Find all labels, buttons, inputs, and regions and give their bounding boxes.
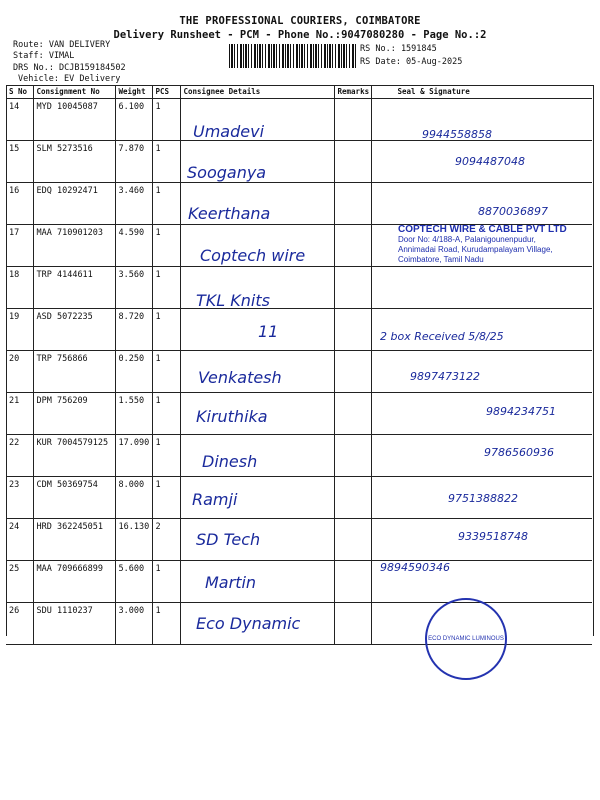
handwritten-consignee: Ramji [192, 490, 238, 509]
column-header: S No [6, 85, 33, 99]
consignment-cell: DPM 756209 [33, 393, 115, 435]
table-row [6, 267, 592, 309]
sno-cell: 19 [6, 309, 33, 351]
rs-date: RS Date: 05-Aug-2025 [360, 57, 463, 67]
weight-cell: 17.090 [115, 435, 152, 477]
stamp-address-line: Coimbatore, Tamil Nadu [398, 255, 484, 264]
remarks-cell [334, 477, 371, 519]
weight-cell: 7.870 [115, 141, 152, 183]
remarks-cell [334, 351, 371, 393]
column-header: Remarks [334, 85, 371, 99]
weight-cell: 8.000 [115, 477, 152, 519]
consignment-cell: TRP 4144611 [33, 267, 115, 309]
pcs-cell: 1 [152, 477, 180, 519]
seal-text: ECO DYNAMIC LUMINOUS [428, 636, 504, 642]
sno-cell: 20 [6, 351, 33, 393]
table-row [6, 309, 592, 351]
handwritten-consignee: Martin [205, 573, 257, 592]
remarks-cell [334, 309, 371, 351]
table-row [6, 351, 592, 393]
remarks-cell [334, 393, 371, 435]
handwritten-consignee: Sooganya [187, 163, 267, 182]
handwritten-signature: 9897473122 [410, 370, 480, 383]
handwritten-consignee: Kiruthika [196, 407, 268, 426]
remarks-cell [334, 561, 371, 603]
pcs-cell: 1 [152, 435, 180, 477]
column-header: Weight [115, 85, 152, 99]
consignment-cell: MAA 709666899 [33, 561, 115, 603]
pcs-cell: 1 [152, 183, 180, 225]
handwritten-signature: 9786560936 [484, 446, 554, 459]
handwritten-signature: 9944558858 [422, 128, 492, 141]
weight-cell: 16.130 [115, 519, 152, 561]
document-subtitle: Delivery Runsheet - PCM - Phone No.:9047080280 - Page No.:2 [113, 29, 487, 41]
handwritten-signature: 9751388822 [448, 492, 518, 505]
pcs-cell: 1 [152, 225, 180, 267]
handwritten-signature: 9339518748 [458, 530, 528, 543]
sno-cell: 16 [6, 183, 33, 225]
weight-cell: 4.590 [115, 225, 152, 267]
pcs-cell: 1 [152, 309, 180, 351]
handwritten-signature: 9894234751 [486, 405, 556, 418]
consignment-cell: TRP 756866 [33, 351, 115, 393]
signature-cell [371, 267, 592, 309]
handwritten-consignee: SD Tech [196, 530, 261, 549]
handwritten-signature: 2 box Received 5/8/25 [380, 330, 504, 343]
handwritten-consignee: Dinesh [202, 452, 258, 471]
table-row [6, 183, 592, 225]
consignment-cell: SLM 5273516 [33, 141, 115, 183]
stamp-company-name: COPTECH WIRE & CABLE PVT LTD [398, 224, 567, 235]
pcs-cell: 2 [152, 519, 180, 561]
handwritten-consignee: TKL Knits [196, 291, 270, 310]
remarks-cell [334, 435, 371, 477]
sno-cell: 21 [6, 393, 33, 435]
stamp-address-line: Annimadai Road, Kurudampalayam Village, [398, 245, 553, 254]
pcs-cell: 1 [152, 351, 180, 393]
remarks-cell [334, 141, 371, 183]
handwritten-consignee: Umadevi [193, 122, 265, 141]
remarks-cell [334, 225, 371, 267]
barcode [229, 44, 356, 68]
round-seal [425, 598, 507, 680]
weight-cell: 5.600 [115, 561, 152, 603]
sno-cell: 14 [6, 99, 33, 141]
document-title: THE PROFESSIONAL COURIERS, COIMBATORE [179, 15, 421, 27]
sno-cell: 26 [6, 603, 33, 645]
consignment-cell: SDU 1110237 [33, 603, 115, 645]
column-header: Consignment No [33, 85, 115, 99]
handwritten-signature: 8870036897 [478, 205, 548, 218]
pcs-cell: 1 [152, 141, 180, 183]
column-header: Seal & Signature [371, 85, 592, 99]
column-header: Consignee Details [180, 85, 334, 99]
remarks-cell [334, 519, 371, 561]
consignment-cell: HRD 362245051 [33, 519, 115, 561]
weight-cell: 3.460 [115, 183, 152, 225]
route-field: Route: VAN DELIVERY [13, 40, 111, 50]
weight-cell: 8.720 [115, 309, 152, 351]
consignment-cell: MYD 10045087 [33, 99, 115, 141]
sno-cell: 25 [6, 561, 33, 603]
handwritten-signature: 9894590346 [380, 561, 450, 574]
handwritten-signature: 9094487048 [455, 155, 525, 168]
pcs-cell: 1 [152, 561, 180, 603]
sno-cell: 18 [6, 267, 33, 309]
handwritten-consignee: Coptech wire [200, 246, 306, 265]
consignment-cell: CDM 50369754 [33, 477, 115, 519]
remarks-cell [334, 99, 371, 141]
remarks-cell [334, 267, 371, 309]
weight-cell: 0.250 [115, 351, 152, 393]
table-row [6, 99, 592, 141]
pcs-cell: 1 [152, 603, 180, 645]
table-row [6, 561, 592, 603]
signature-cell [371, 183, 592, 225]
stamp-address-line: Door No: 4/188-A, Palanigounenpudur, [398, 235, 536, 244]
pcs-cell: 1 [152, 393, 180, 435]
weight-cell: 3.000 [115, 603, 152, 645]
remarks-cell [334, 183, 371, 225]
sno-cell: 17 [6, 225, 33, 267]
vehicle-field: Vehicle: EV Delivery [18, 74, 121, 84]
consignee-cell [180, 309, 334, 351]
consignment-cell: MAA 710901203 [33, 225, 115, 267]
weight-cell: 6.100 [115, 99, 152, 141]
consignment-cell: ASD 5072235 [33, 309, 115, 351]
consignee-cell [180, 561, 334, 603]
sno-cell: 24 [6, 519, 33, 561]
staff-field: Staff: VIMAL [13, 51, 75, 61]
weight-cell: 1.550 [115, 393, 152, 435]
consignment-cell: EDQ 10292471 [33, 183, 115, 225]
handwritten-consignee: Venkatesh [198, 368, 282, 387]
handwritten-consignee: 11 [258, 322, 279, 341]
sno-cell: 15 [6, 141, 33, 183]
column-header: PCS [152, 85, 180, 99]
table-header-row [6, 85, 592, 99]
signature-cell [371, 435, 592, 477]
drs-field: DRS No.: DCJB159184502 [13, 63, 126, 73]
signature-cell [371, 351, 592, 393]
sno-cell: 22 [6, 435, 33, 477]
remarks-cell [334, 603, 371, 645]
company-stamp [398, 225, 600, 265]
handwritten-consignee: Keerthana [188, 204, 271, 223]
rs-number: RS No.: 1591845 [360, 44, 437, 54]
pcs-cell: 1 [152, 267, 180, 309]
sno-cell: 23 [6, 477, 33, 519]
pcs-cell: 1 [152, 99, 180, 141]
weight-cell: 3.560 [115, 267, 152, 309]
signature-cell [371, 393, 592, 435]
handwritten-consignee: Eco Dynamic [196, 614, 301, 633]
consignment-cell: KUR 7004579125 [33, 435, 115, 477]
